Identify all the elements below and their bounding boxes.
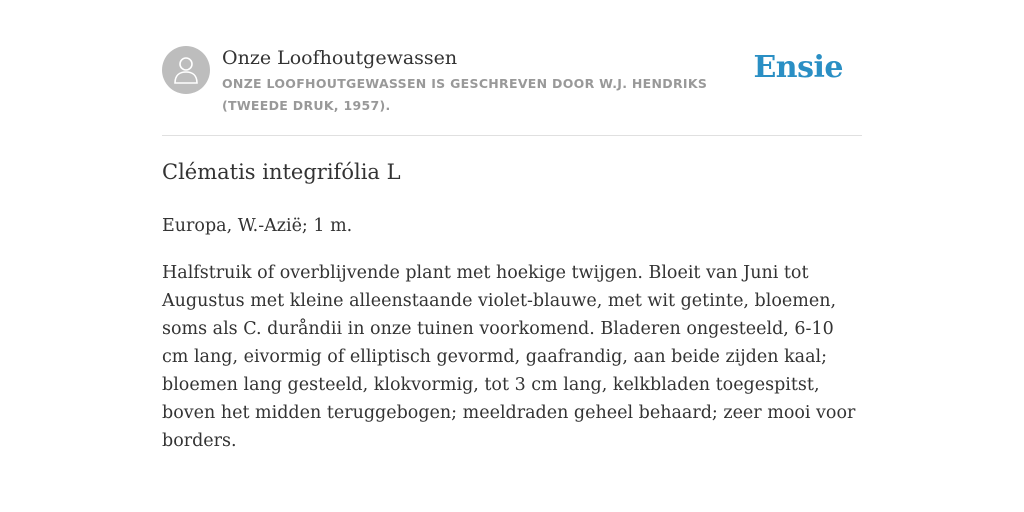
source-description: ONZE LOOFHOUTGEWASSEN IS GESCHREVEN DOOR W.J. HENDRIKS (TWEEDE DRUK, 1957). <box>222 76 708 113</box>
entry-title: Clématis integrifólia L <box>162 160 401 184</box>
divider <box>162 135 862 136</box>
entry-paragraph-origin: Europa, W.-Azië; 1 m. <box>162 216 353 236</box>
entry-paragraph-description: Halfstruik of overblijvende plant met hoekige twijgen. Bloeit van Juni tot Augustus met kleine alleenstaande violet-blauwe, met wit getinte, bloemen, soms als C. duråndii in onze tuinen voorkomend. Bladeren ongesteeld, 6-10 cm lang, eivormig of elliptisch gevormd, gaafrandig, aan beide zijden kaal; bloemen lang gesteeld, klokvormig, tot 3 cm lang, kelkbladen toegespitst, boven het midden teruggebogen; meeldraden geheel behaard; zeer mooi voor borders. <box>162 263 856 451</box>
source-header <box>162 46 862 136</box>
avatar[interactable] <box>162 46 210 94</box>
source-title[interactable]: Onze Loofhoutgewassen <box>222 47 458 69</box>
brand-logo[interactable]: Ensie <box>753 50 843 85</box>
